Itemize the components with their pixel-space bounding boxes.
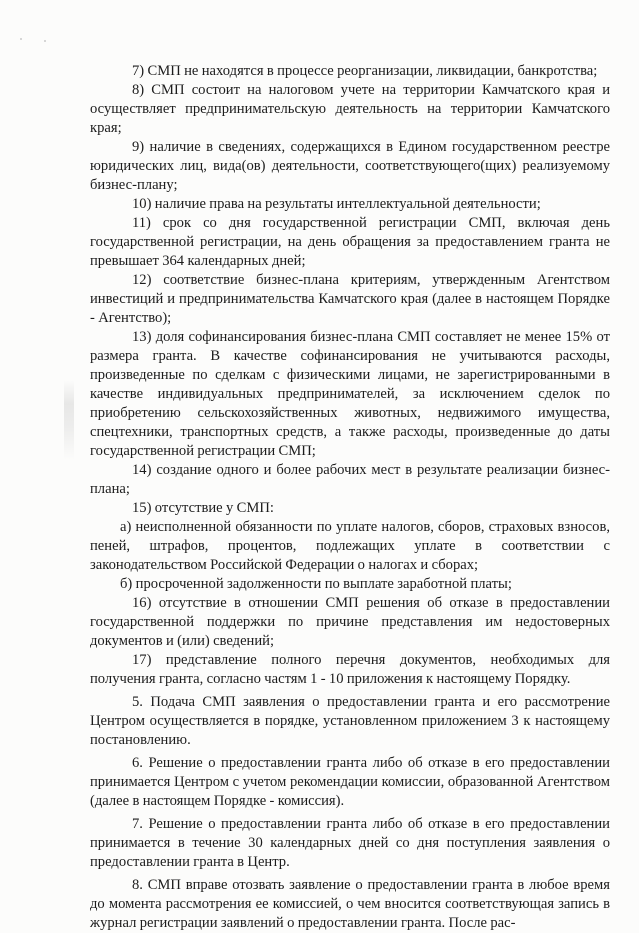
- scan-speck: [44, 40, 46, 42]
- paragraph-subitem-a: а) неисполненной обязанности по уплате налогов, сборов, страховых взносов, пеней, штрафов, процентов, подлежащих уплате в соответствии с законодательством Российской Федерации о налогах и сборах;: [90, 519, 610, 573]
- paragraph-item-11: 11) срок со дня государственной регистрации СМП, включая день государственной регистрации, на день обращения за предоставлением гранта не превышает 364 календарных дней;: [90, 215, 610, 269]
- paragraph-item-17: 17) представление полного перечня документов, необходимых для получения гранта, согласно частям 1 - 10 приложения к настоящему Порядку.: [90, 652, 610, 687]
- paragraph-section-7: 7. Решение о предоставлении гранта либо об отказе в его предоставлении принимается в течение 30 календарных дней со дня поступления заявления о предоставлении гранта в Центр.: [90, 816, 610, 870]
- paragraph-item-12: 12) соответствие бизнес-плана критериям, утвержденным Агентством инвестиций и предпринимательства Камчатского края (далее в настоящем Порядке - Агентство);: [90, 272, 610, 326]
- document-page: [90, 62, 610, 933]
- paragraph-subitem-b: б) просроченной задолженности по выплате заработной платы;: [120, 576, 512, 592]
- paragraph-section-5: 5. Подача СМП заявления о предоставлении гранта и его рассмотрение Центром осуществляется в порядке, установленном приложением 3 к настоящему постановлению.: [90, 694, 610, 748]
- paragraph-item-14: 14) создание одного и более рабочих мест в результате реализации бизнес-плана;: [90, 462, 610, 497]
- paragraph-item-9: 9) наличие в сведениях, содержащихся в Едином государственном реестре юридических лиц, вида(ов) деятельности, соответствующего(щих) реализуемому бизнес-плану;: [90, 139, 610, 193]
- paragraph-item-15: 15) отсутствие у СМП:: [132, 500, 274, 516]
- paragraph-item-8: 8) СМП состоит на налоговом учете на территории Камчатского края и осуществляет предпринимательскую деятельность на территории Камчатского края;: [90, 82, 610, 136]
- paragraph-section-6: 6. Решение о предоставлении гранта либо об отказе в его предоставлении принимается Центром с учетом рекомендации комиссии, образованной Агентством (далее в настоящем Порядке - комиссия).: [90, 755, 610, 809]
- paragraph-item-13: 13) доля софинансирования бизнес-плана СМП составляет не менее 15% от размера гранта. В качестве софинансирования не учитываются расходы, произведенные по сделкам с физическими лицами, не зарегистрированными в качестве индивидуальных предпринимателей, за исключением сделок по приобретению сельскохозяйственных животных, недвижимого имущества, спецтехники, транспортных средств, а также расходы, произведенные до даты государственной регистрации СМП;: [90, 329, 610, 459]
- paragraph-item-10: 10) наличие права на результаты интеллектуальной деятельности;: [132, 196, 541, 212]
- scan-speck: [20, 38, 22, 40]
- paragraph-item-16: 16) отсутствие в отношении СМП решения об отказе в предоставлении государственной поддержки по причине представления им недостоверных документов и (или) сведений;: [90, 595, 610, 649]
- paragraph-item-7: 7) СМП не находятся в процессе реорганизации, ликвидации, банкротства;: [132, 63, 598, 79]
- scan-smudge: [64, 380, 74, 460]
- paragraph-section-8: 8. СМП вправе отозвать заявление о предоставлении гранта в любое время до момента рассмотрения ее комиссией, о чем вносится соответствующая запись в журнал регистрации заявлений о предоставлении гранта. После рас-: [90, 877, 610, 931]
